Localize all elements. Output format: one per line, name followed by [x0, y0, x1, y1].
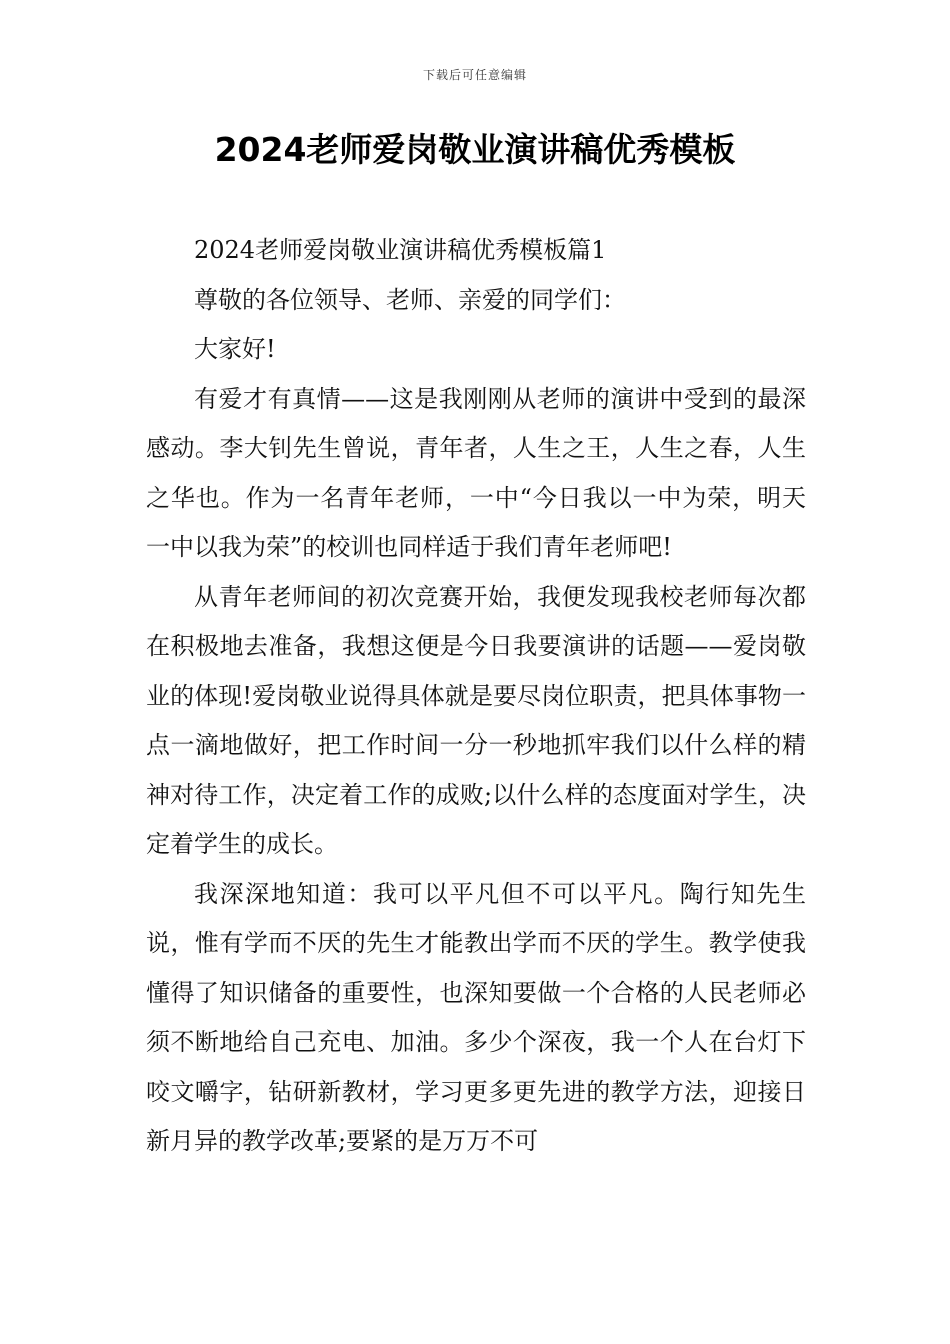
body-paragraph: 有爱才有真情——这是我刚刚从老师的演讲中受到的最深感动。李大钊先生曾说，青年者，人生之王，人生之春，人生之华也。作为一名青年老师，一中“今日我以一中为荣，明天一中以我为荣”的校训也同样适于我们青年老师吧!	[146, 384, 806, 561]
section-heading: 2024老师爱岗敬业演讲稿优秀模板篇1	[194, 236, 607, 264]
header-note: 下载后可任意编辑	[422, 68, 527, 82]
body-paragraph: 从青年老师间的初次竞赛开始，我便发现我校老师每次都在积极地去准备，我想这便是今日我要演讲的话题——爱岗敬业的体现!爱岗敬业说得具体就是要尽岗位职责，把具体事物一点一滴地做好，把工作时间一分一秒地抓牢我们以什么样的精神对待工作，决定着工作的成败;以什么样的态度面对学生，决定着学生的成长。	[146, 582, 806, 858]
body-paragraph: 我深深地知道：我可以平凡但不可以平凡。陶行知先生说，惟有学而不厌的先生才能教出学而不厌的学生。教学使我懂得了知识储备的重要性，也深知要做一个合格的人民老师必须不断地给自己充电、加油。多少个深夜，我一个人在台灯下咬文嚼字，钻研新教材，学习更多更先进的教学方法，迎接日新月异的教学改革;要紧的是万万不可	[146, 879, 806, 1155]
document-title: 2024老师爱岗敬业演讲稿优秀模板	[214, 130, 736, 169]
salutation: 尊敬的各位领导、老师、亲爱的同学们：	[194, 285, 626, 314]
document-body	[146, 226, 806, 1167]
greeting: 大家好!	[194, 335, 276, 363]
